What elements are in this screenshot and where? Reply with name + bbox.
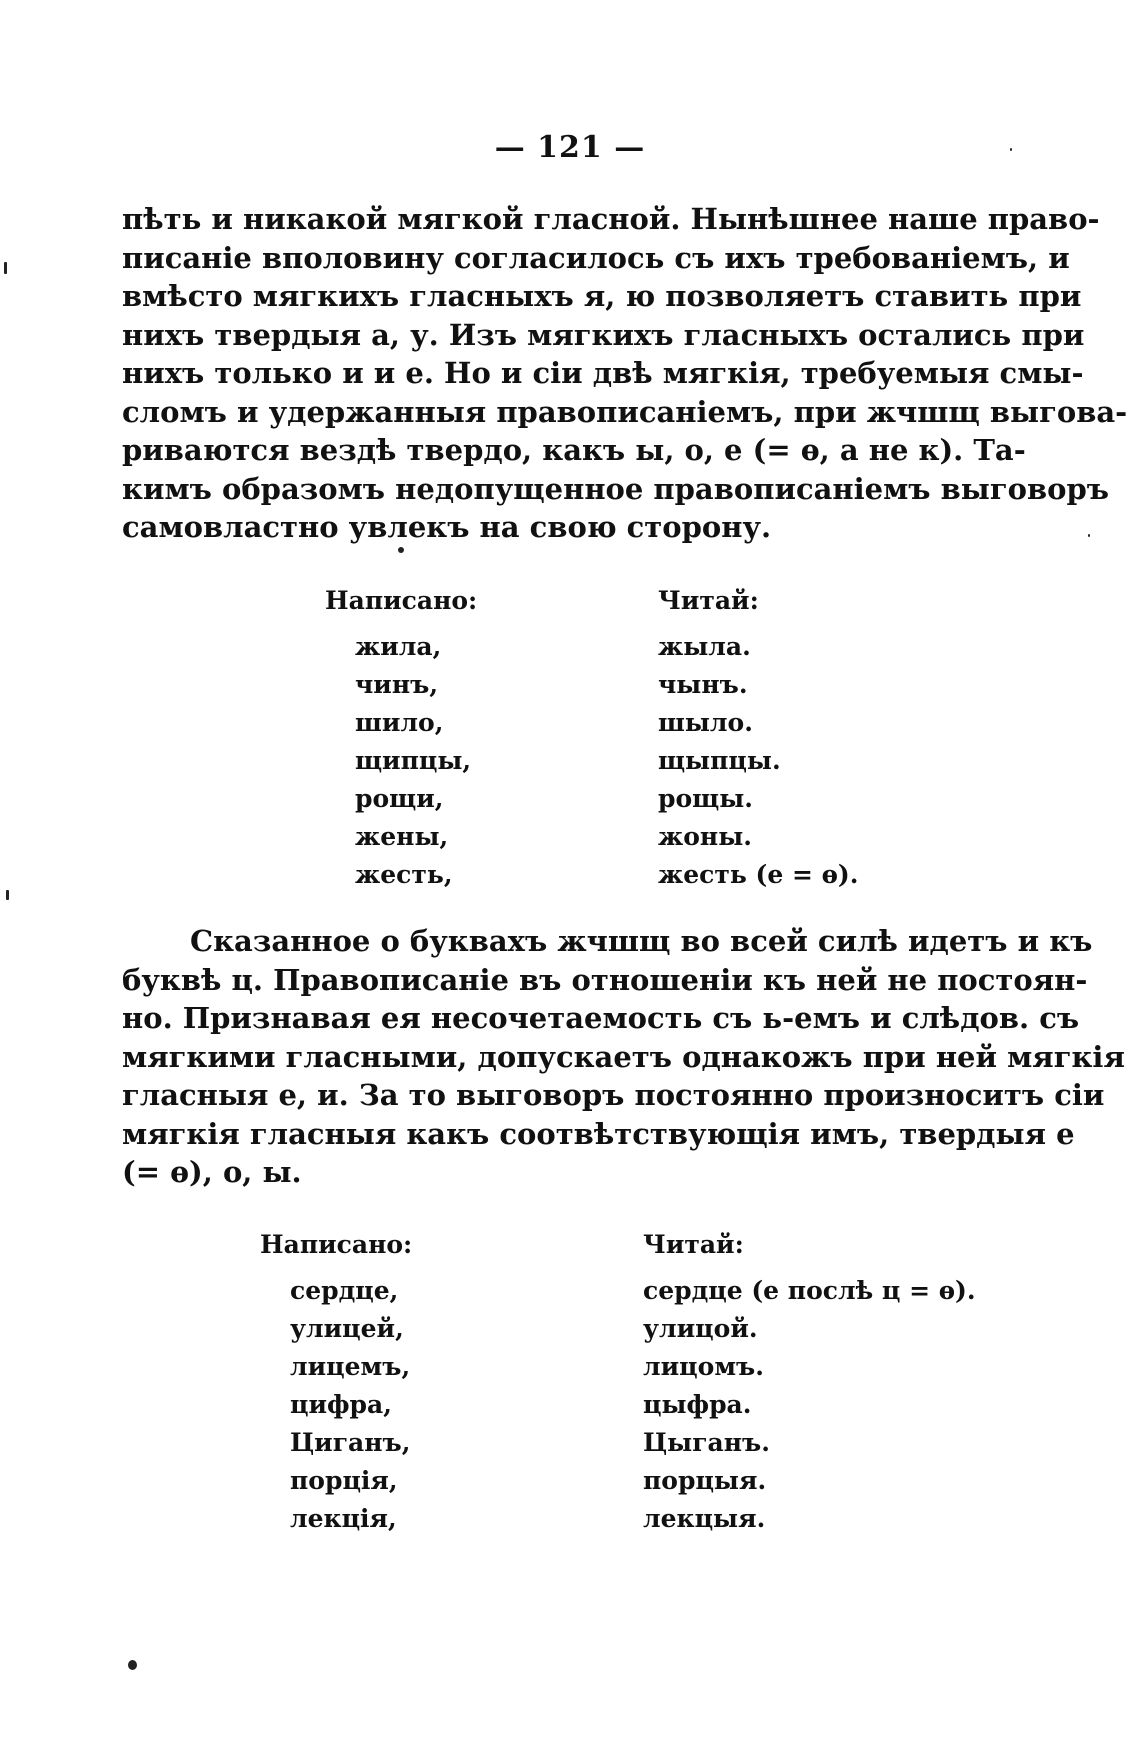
read-cell: жоны. [658,822,752,851]
read-cell: жыла. [658,632,751,661]
paragraph-line: гласныя е, и. За то выговоръ постоянно произноситъ сiи [122,1078,1105,1112]
paragraph-line: (= ѳ), о, ы. [122,1155,302,1189]
written-column [260,1226,412,1538]
paragraph-line: Сказанное о буквахъ жчшщ во всей силѣ идетъ и къ [190,924,1093,958]
read-cell: жесть (е = ѳ). [658,860,859,889]
written-cell: лицемъ, [290,1352,411,1381]
paragraph-line: вмѣсто мягкихъ гласныхъ я, ю позволяетъ ставить при [122,279,1082,313]
scan-speck [4,262,7,274]
read-header: Читай: [658,586,759,615]
written-header: Написано: [260,1230,413,1259]
paragraph-line: самовластно увлекъ на свою сторону. [122,510,772,544]
written-cell: лекцiя, [290,1504,397,1533]
paragraph-line: мягкими гласными, допускаетъ однакожъ при ней мягкiя [122,1039,1125,1074]
read-cell: улицой. [643,1314,758,1343]
read-header: Читай: [643,1230,744,1259]
scan-speck [398,547,404,553]
paragraph-line: пѣть и никакой мягкой гласной. Нынѣшнее наше право- [122,202,1100,236]
written-cell: сердце, [290,1276,399,1305]
paragraph-line: писанiе вполовину согласилось съ ихъ требованiемъ, и [122,240,1070,275]
read-cell: лекцыя. [643,1504,766,1533]
read-cell: цыфра. [643,1390,752,1419]
read-cell: порцыя. [643,1466,767,1495]
written-column [325,582,477,894]
paragraph-line: мягкiя гласныя какъ соотвѣтствующiя имъ, твердыя е [122,1116,1075,1151]
written-cell: порцiя, [290,1466,398,1495]
written-header: Написано: [325,586,478,615]
written-cell: Циганъ, [290,1428,411,1457]
read-cell: лицомъ. [643,1352,764,1381]
page-number: — 121 — [494,130,646,165]
paragraph-line: кимъ образомъ недопущенное правописанiемъ выговоръ [122,471,1109,506]
paragraph-1 [122,200,1128,547]
paragraph-line: нихъ твердыя а, у. Изъ мягкихъ гласныхъ остались при [122,317,1085,352]
written-cell: цифра, [290,1390,392,1419]
scan-speck [6,890,9,900]
read-column [658,582,858,894]
written-cell: жила, [355,632,442,661]
paragraph-line: сломъ и удержанныя правописанiемъ, при жчшщ выгова- [122,394,1128,429]
read-cell: шыло. [658,708,753,737]
read-column [643,1226,976,1538]
scan-speck [1088,534,1090,537]
written-cell: щипцы, [355,746,472,775]
paragraph-line: но. Признавая ея несочетаемость съ ь-емъ и слѣдов. съ [122,1001,1080,1035]
written-cell: улицей, [290,1314,404,1343]
read-cell: сердце (е послѣ ц = ѳ). [643,1276,976,1305]
paragraph-line: нихъ только и и е. Но и сiи двѣ мягкiя, требуемыя смы- [122,356,1084,390]
read-cell: щыпцы. [658,746,781,775]
paragraph-2 [122,922,1125,1192]
read-cell: рощы. [658,784,753,813]
read-cell: чынъ. [658,670,748,699]
scan-speck [1010,148,1012,151]
written-cell: жены, [355,822,449,851]
written-cell: шило, [355,708,444,737]
paragraph-line: риваются вездѣ твердо, какъ ы, о, е (= ѳ, а не к). Та- [122,433,1026,467]
written-cell: жесть, [355,860,453,889]
written-cell: чинъ, [355,670,439,699]
scan-speck [128,1660,137,1670]
paragraph-line: буквѣ ц. Правописанiе въ отношенiи къ ней не постоян- [122,962,1088,997]
read-cell: Цыганъ. [643,1428,770,1457]
written-cell: рощи, [355,784,444,813]
